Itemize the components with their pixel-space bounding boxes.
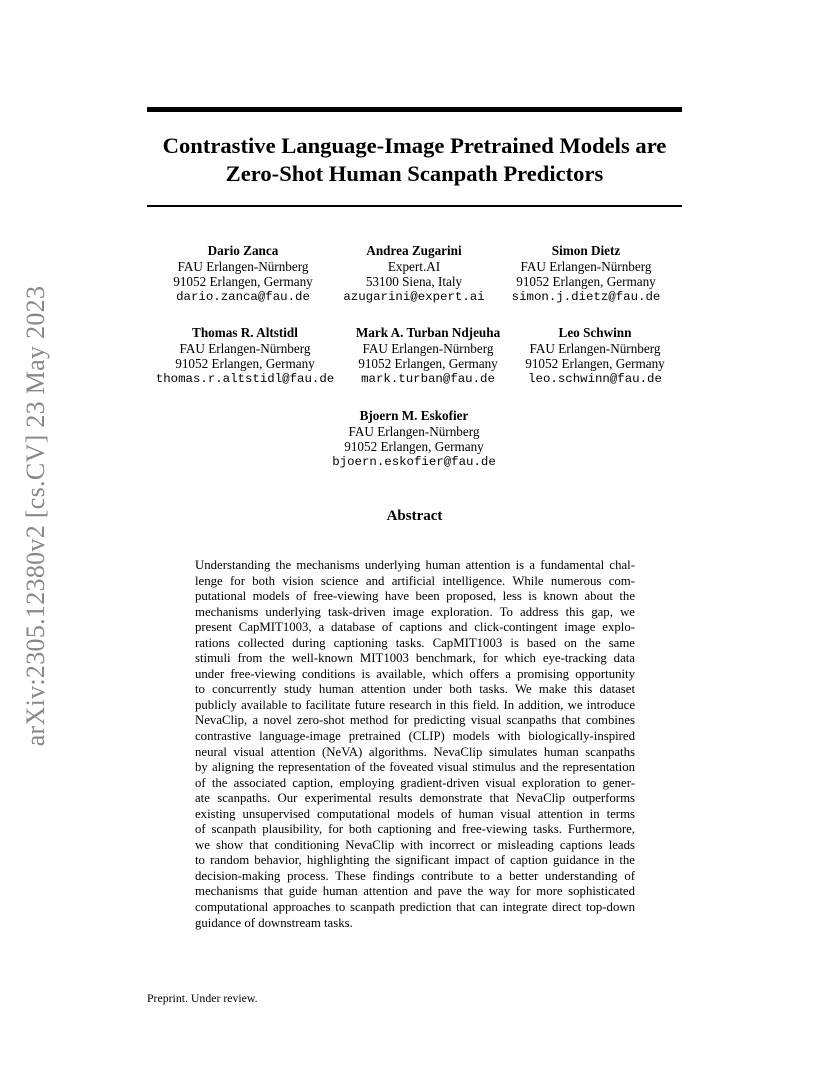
abstract-line: under free-viewing conditions is available, which offers a promising opportunity	[195, 666, 635, 681]
author-address: 91052 Erlangen, Germany	[175, 356, 315, 372]
abstract-line: we show that conditioning NevaClip with incorrect or misleading captions leads	[195, 837, 635, 852]
abstract-line: of the associated caption, employing gradient-driven visual exploration to gener-	[195, 775, 635, 790]
author-address: 91052 Erlangen, Germany	[516, 274, 656, 290]
author-block	[356, 325, 500, 387]
abstract-line: NevaClip, a novel zero-shot method for predicting visual scanpaths that combines	[195, 713, 635, 728]
abstract-line: existing unsupervised computational models of human visual attention in terms	[195, 806, 635, 821]
abstract-line: guidance of downstream tasks.	[195, 915, 353, 930]
title-bottom-rule	[147, 205, 682, 207]
author-block	[525, 325, 665, 387]
author-email[interactable]: bjoern.eskofier@fau.de	[332, 454, 496, 469]
arxiv-stamp-text: arXiv:2305.12380v2 [cs.CV] 23 May 2023	[21, 285, 50, 747]
author-email[interactable]: azugarini@expert.ai	[343, 289, 485, 304]
abstract-heading: Abstract	[386, 508, 443, 524]
author-email[interactable]: dario.zanca@fau.de	[176, 289, 310, 304]
author-name: Dario Zanca	[207, 243, 279, 258]
author-address: 91052 Erlangen, Germany	[358, 356, 498, 372]
abstract-body	[195, 558, 635, 931]
author-affiliation: FAU Erlangen-Nürnberg	[529, 340, 661, 356]
author-email[interactable]: thomas.r.altstidl@fau.de	[155, 371, 335, 386]
author-affiliation: FAU Erlangen-Nürnberg	[348, 423, 480, 439]
author-affiliation: FAU Erlangen-Nürnberg	[177, 258, 309, 274]
author-name: Andrea Zugarini	[366, 243, 462, 258]
abstract-line: contrastive language-image pretrained (CLIP) models with biologically-inspired	[195, 729, 635, 744]
author-address: 91052 Erlangen, Germany	[344, 439, 484, 455]
author-address: 91052 Erlangen, Germany	[173, 274, 313, 290]
author-affiliation: Expert.AI	[387, 258, 441, 274]
abstract-line: rations collected during captioning tasks. CapMIT1003 is based on the same	[195, 635, 635, 650]
abstract-line: by aligning the representation of the foveated visual stimulus and the representation	[195, 760, 635, 775]
abstract-line: lenge for both vision science and artificial intelligence. While numerous com-	[195, 573, 635, 588]
abstract-line: neural visual attention (NeVA) algorithms. NevaClip simulates human scanpaths	[195, 744, 635, 759]
title-line-1: Contrastive Language-Image Pretrained Models are	[162, 133, 667, 158]
abstract-line: of scanpath plausibility, for both captioning and free-viewing tasks. Furthermore,	[195, 822, 635, 837]
author-affiliation: FAU Erlangen-Nürnberg	[520, 258, 652, 274]
author-block	[156, 325, 334, 387]
abstract-line: Understanding the mechanisms underlying human attention is a fundamental chal-	[195, 558, 635, 572]
author-email[interactable]: simon.j.dietz@fau.de	[511, 289, 661, 304]
abstract-line: putational models of free-viewing have been proposed, less is known about the	[195, 589, 635, 604]
abstract-line: computational approaches to scanpath prediction that can integrate direct top-down	[195, 900, 635, 915]
author-block	[512, 243, 661, 305]
author-block	[343, 243, 484, 305]
author-email[interactable]: leo.schwinn@fau.de	[528, 371, 662, 386]
author-affiliation: FAU Erlangen-Nürnberg	[362, 340, 494, 356]
author-block	[173, 243, 313, 305]
abstract-line: to random behavior, highlighting the significant impact of caption guidance in the	[195, 853, 635, 868]
footer-note: Preprint. Under review.	[147, 991, 258, 1005]
author-email[interactable]: mark.turban@fau.de	[361, 371, 495, 386]
abstract-line: decision-making process. These findings contribute to a better understanding of	[195, 868, 635, 883]
author-name: Mark A. Turban Ndjeuha	[355, 325, 501, 340]
abstract-line: ate scanpaths. Our experimental results demonstrate that NevaClip outperforms	[195, 791, 635, 806]
abstract-line: present CapMIT1003, a database of captions and click-contingent image explo-	[195, 620, 635, 635]
abstract-line: stimuli from the well-known MIT1003 benchmark, for which eye-tracking data	[195, 651, 635, 666]
author-address: 91052 Erlangen, Germany	[525, 356, 665, 372]
author-name: Thomas R. Altstidl	[192, 325, 298, 340]
abstract-line: mechanisms that guide human attention and pave the way for more sophisticated	[195, 884, 635, 899]
author-name: Bjoern M. Eskofier	[359, 408, 469, 423]
title-top-rule	[147, 107, 682, 112]
abstract-line: publicly available to facilitate future research in this field. In addition, we introduce	[195, 697, 635, 712]
abstract-line: to concurrently study human attention under both tasks. We make this dataset	[195, 682, 635, 697]
abstract-line: mechanisms underlying task-driven image exploration. To address this gap, we	[195, 604, 635, 619]
author-address: 53100 Siena, Italy	[365, 274, 463, 290]
author-name: Simon Dietz	[551, 243, 621, 258]
author-block	[332, 408, 496, 470]
paper-title	[147, 132, 682, 188]
author-affiliation: FAU Erlangen-Nürnberg	[179, 340, 311, 356]
author-name: Leo Schwinn	[558, 325, 632, 340]
title-line-2: Zero-Shot Human Scanpath Predictors	[225, 161, 604, 186]
